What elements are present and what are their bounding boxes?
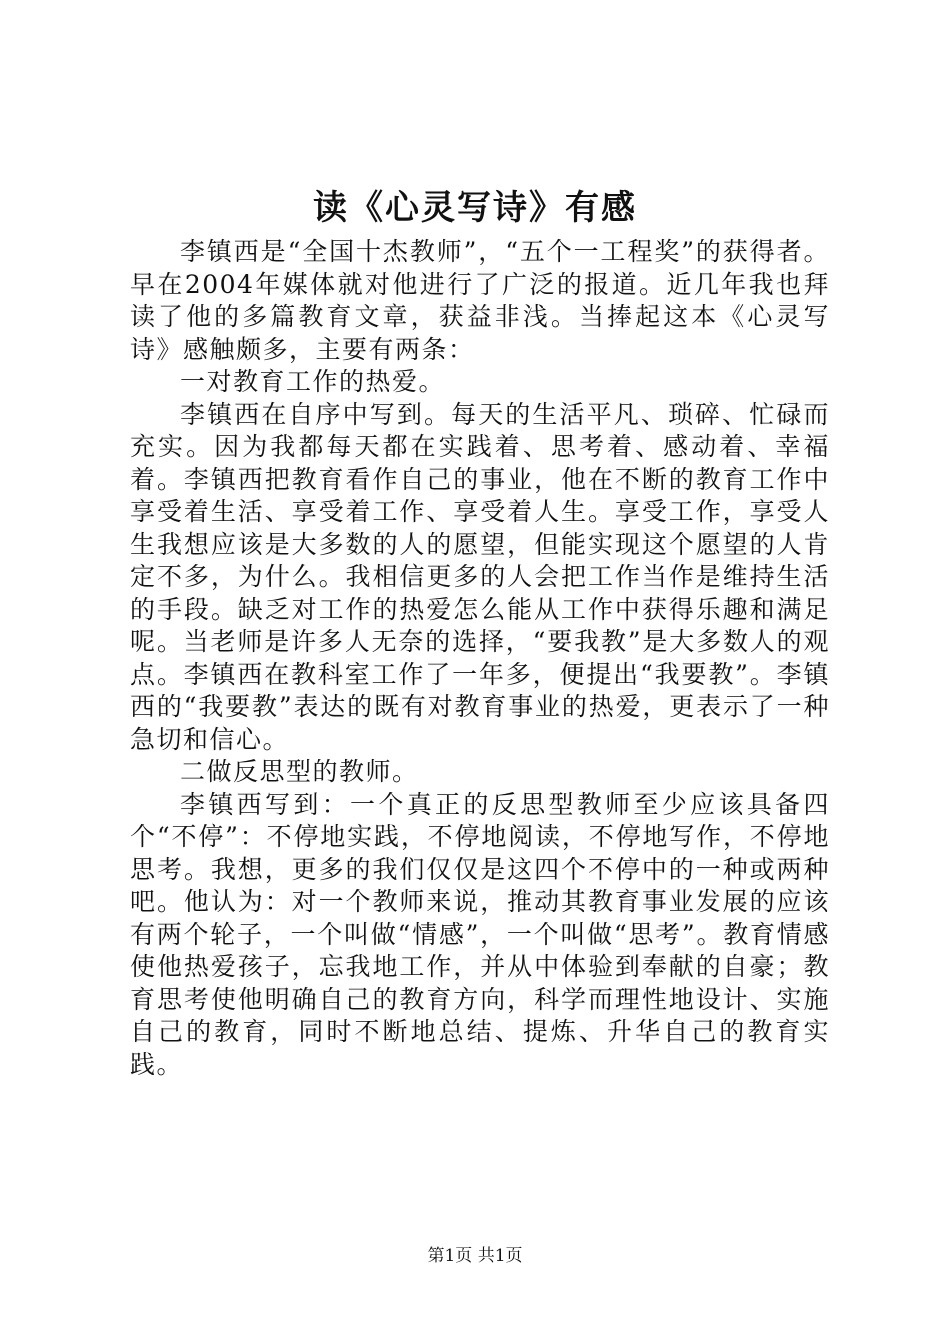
page-footer: 第1页 共1页 bbox=[427, 1246, 523, 1266]
paragraph-intro: 李镇西是“全国十杰教师”，“五个一工程奖”的获得者。早在2004年媒体就对他进行了广泛的报道。近几年我也拜读了他的多篇教育文章，获益非浅。当捧起这本《心灵写诗》感触颇多，主要有两条： bbox=[130, 237, 830, 364]
heading-reflective-teacher: 二做反思型的教师。 bbox=[180, 757, 419, 786]
document-body bbox=[130, 236, 830, 1081]
paragraph-reflective-teacher: 李镇西写到：一个真正的反思型教师至少应该具备四个“不停”：不停地实践，不停地阅读，不停地写作，不停地思考。我想，更多的我们仅仅是这四个不停中的一种或两种吧。他认为：对一个教师来说，推动其教育事业发展的应该有两个轮子，一个叫做“情感”，一个叫做“思考”。教育情感使他热爱孩子，忘我地工作，并从中体验到奉献的自豪；教育思考使他明确自己的教育方向，科学而理性地设计、实施自己的教育，同时不断地总结、提炼、升华自己的教育实践。 bbox=[130, 789, 830, 1079]
heading-love-of-teaching: 一对教育工作的热爱。 bbox=[180, 367, 446, 396]
paragraph-love-of-teaching: 李镇西在自序中写到。每天的生活平凡、琐碎、忙碌而充实。因为我都每天都在实践着、思考着、感动着、幸福着。李镇西把教育看作自己的事业，他在不断的教育工作中享受着生活、享受着工作、享受着人生。享受工作，享受人生我想应该是大多数的人的愿望，但能实现这个愿望的人肯定不多，为什么。我相信更多的人会把工作当作是维持生活的手段。缺乏对工作的热爱怎么能从工作中获得乐趣和满足呢。当老师是许多人无奈的选择，“要我教”是大多数人的观点。李镇西在教科室工作了一年多，便提出“我要教”。李镇西的“我要教”表达的既有对教育事业的热爱，更表示了一种急切和信心。 bbox=[130, 399, 830, 754]
document-title: 读《心灵写诗》有感 bbox=[313, 188, 637, 228]
